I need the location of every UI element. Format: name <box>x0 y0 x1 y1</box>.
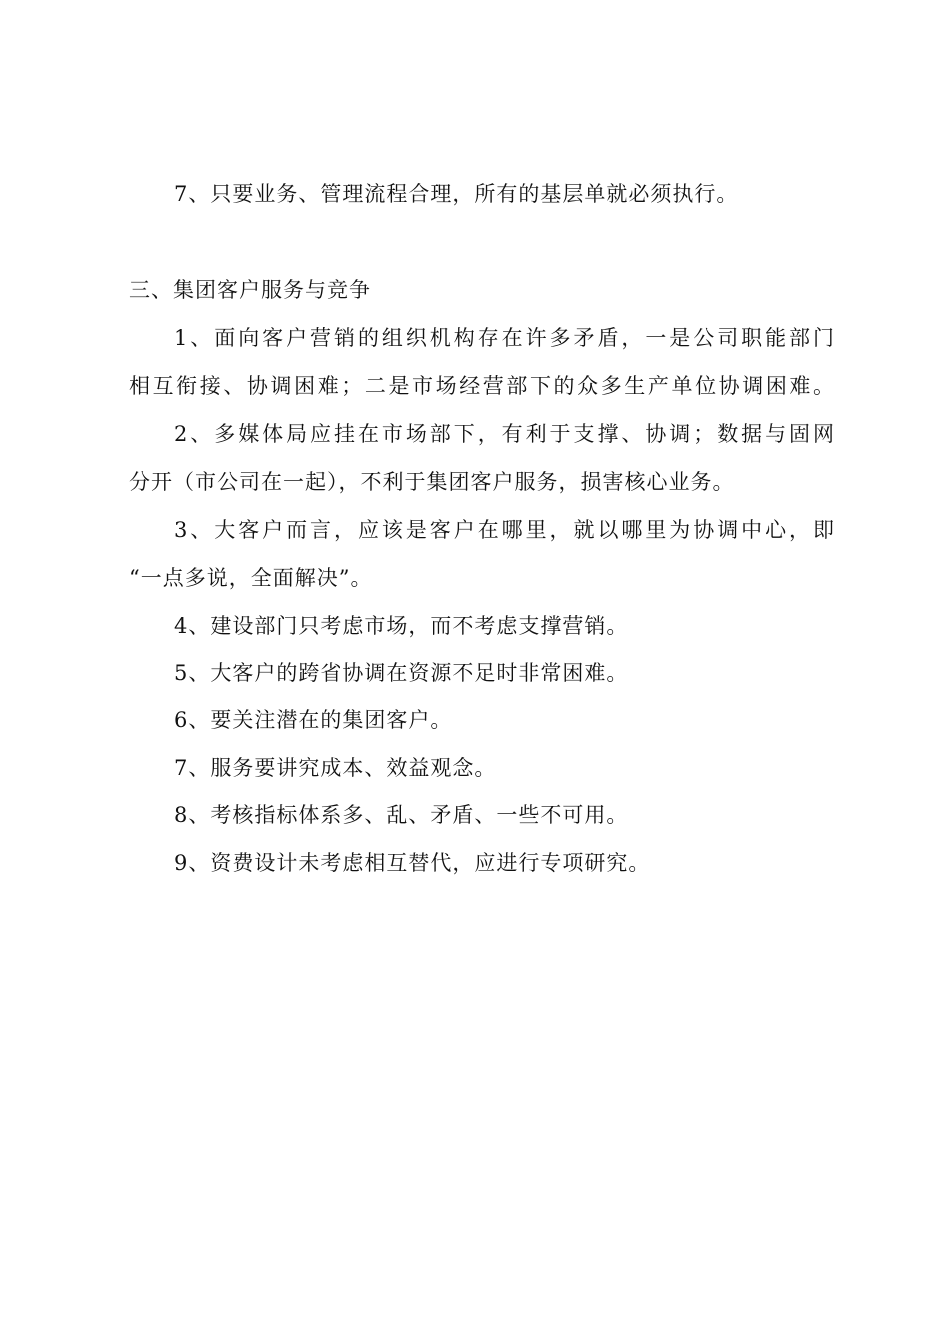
section-heading: 三、集团客户服务与竞争 <box>129 278 371 302</box>
item-1-line-2: 相互衔接、协调困难；二是市场经营部下的众多生产单位协调困难。 <box>129 374 835 398</box>
item-9: 9、资费设计未考虑相互替代，应进行专项研究。 <box>174 851 651 875</box>
item-3-line-1: 3、大客户而言，应该是客户在哪里，就以哪里为协调中心，即 <box>174 518 835 542</box>
intro-item: 7、只要业务、管理流程合理，所有的基层单就必须执行。 <box>174 182 739 206</box>
item-8: 8、考核指标体系多、乱、矛盾、一些不可用。 <box>174 803 629 827</box>
item-7: 7、服务要讲究成本、效益观念。 <box>174 756 497 780</box>
item-2-line-2: 分开（市公司在一起），不利于集团客户服务，损害核心业务。 <box>129 470 735 494</box>
item-6: 6、要关注潜在的集团客户。 <box>174 708 453 732</box>
item-5: 5、大客户的跨省协调在资源不足时非常困难。 <box>174 661 629 685</box>
item-2-line-1: 2、多媒体局应挂在市场部下，有利于支撑、协调；数据与固网 <box>174 422 835 446</box>
item-1-line-1: 1、面向客户营销的组织机构存在许多矛盾，一是公司职能部门 <box>174 326 835 350</box>
item-4: 4、建设部门只考虑市场，而不考虑支撑营销。 <box>174 614 629 638</box>
item-3-line-2: “一点多说，全面解决”。 <box>129 566 373 590</box>
